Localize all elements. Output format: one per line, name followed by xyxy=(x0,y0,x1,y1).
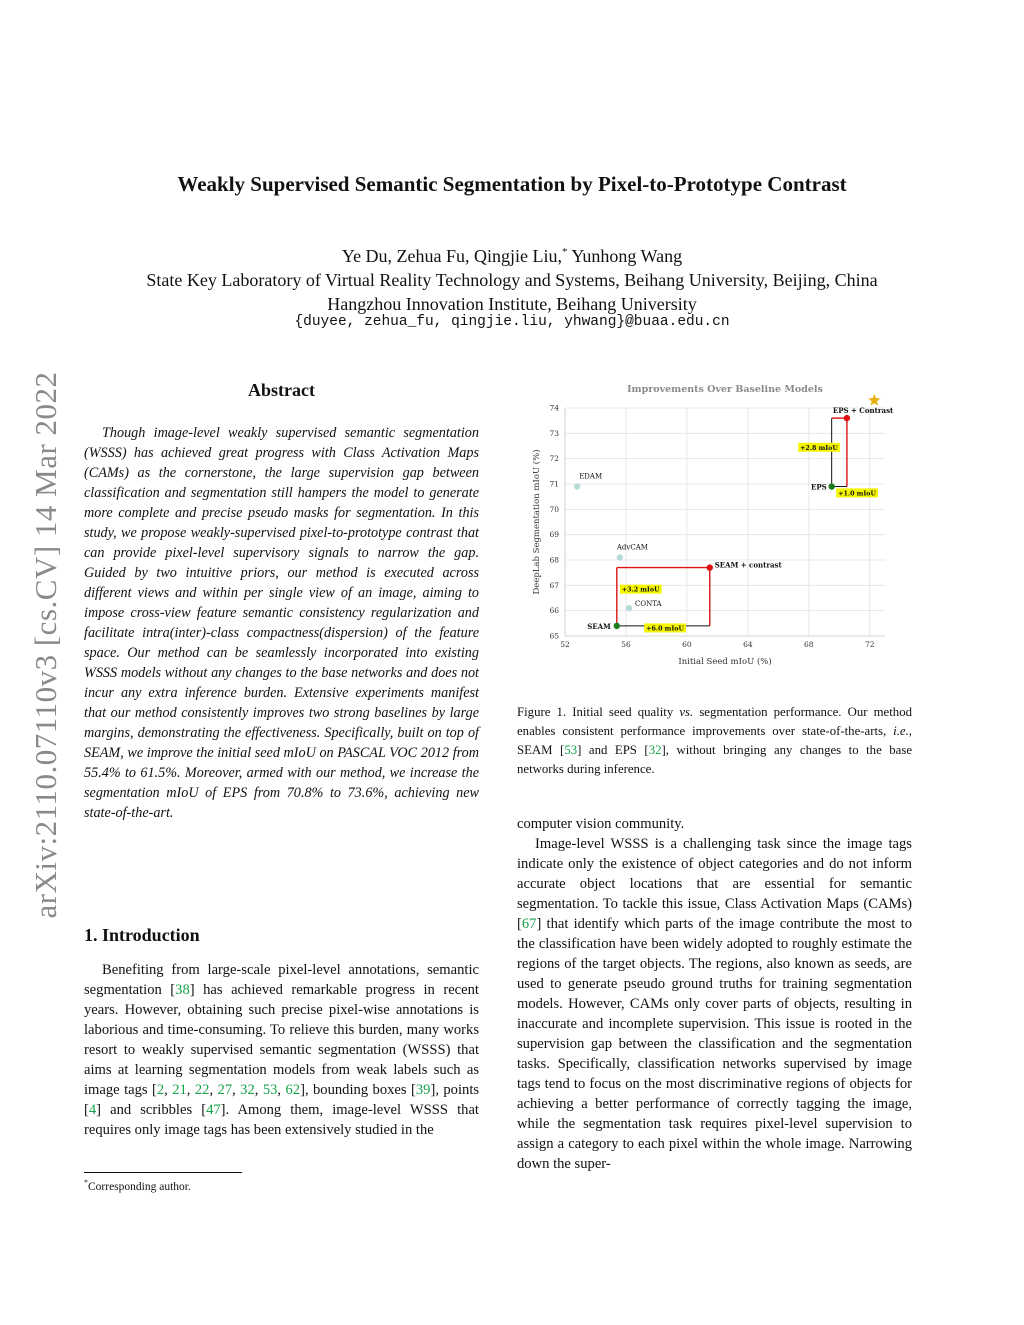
intro-text: ] has achieved remarkable progress in recent years. However, obtaining such precise pixel-wise annotations is laborious and time-consuming. To relieve this burden, many works resort to weakly supervised semantic segmentation (WSSS) that aims at learning segmentation models from weak labels such as image tags [ xyxy=(84,982,479,1098)
abstract-text: Though image-level weakly supervised semantic segmentation (WSSS) has achieved great progress with Class Activation Maps (CAMs) as the cornerstone, the large supervision gap between classification and segmentation still hampers the model to generate more complete and precise pseudo masks for segmentation. In this study, we propose weakly-supervised pixel-to-prototype contrast that can provide pixel-level supervisory signals to narrow the gap. Guided by two intuitive priors, our method is executed across different views and within per single view of an image, aiming to impose cross-view feature semantic consistency regularization and facilitate intra(inter)-class compactness(dispersion) of the feature space. Our method can be seamlessly incorporated into existing WSSS models without any changes to the base networks and does not incur any extra inference burden. Extensive experiments manifest that our method consistently improves two strong baselines by large margins, demonstrating the effectiveness. Specifically, built on top of SEAM, we improve the initial seed mIoU on PASCAL VOC 2012 from 55.4% to 61.5%. Moreover, armed with our method, we increase the segmentation mIoU of EPS from 70.8% to 73.6%, achieving new state-of-the-art. xyxy=(84,425,479,821)
data-point xyxy=(844,415,850,421)
footnote-rule xyxy=(84,1172,242,1173)
abstract-heading: Abstract xyxy=(248,380,315,400)
annotation-label: +6.0 mIoU xyxy=(646,625,684,633)
body-text: Image-level WSSS is a challenging task since the image tags indicate only the existence of object categories and do not inform accurate object locations that are essential for semantic segmentation. To tackle this issue, Class Activation Maps (CAMs) [ xyxy=(517,836,912,932)
intro-text: ], bounding boxes [ xyxy=(300,1082,416,1098)
right-column-body xyxy=(517,814,912,1174)
point-label: SEAM + contrast xyxy=(714,560,782,570)
intro-text: ], points [ xyxy=(84,1082,480,1118)
data-point xyxy=(574,483,580,489)
point-label: EDAM xyxy=(579,472,603,481)
data-point xyxy=(617,554,623,560)
data-point xyxy=(626,605,632,611)
y-tick-label: 70 xyxy=(549,504,559,514)
abstract-body xyxy=(84,423,479,823)
data-point xyxy=(828,483,834,489)
y-tick-label: 73 xyxy=(549,428,559,438)
chart-title: Improvements Over Baseline Models xyxy=(627,384,823,395)
y-tick-label: 72 xyxy=(549,454,559,464)
body-text: ] that identify which parts of the image contribute the most to the classification have been widely adopted to roughly estimate the regions of the target objects. The regions, also known as seeds, are used to generate pseudo ground truths for training segmentation models. However, CAMs only cover parts of objects, resulting in inaccurate and incomplete supervision. This issue is rooted in the supervision gap between the classification and the segmentation tasks. Specifically, classification networks supervised by image tags tend to focus on the most discriminative regions of objects for achieving a better performance of correctly tagging the image, while the segmentation task requires pixel-level supervision to assign a category to each pixel within the whole image. Narrowing down the super- xyxy=(517,916,912,1172)
intro-text: ]. Among them, image-level WSSS that requires only image tags has been extensively studied in the xyxy=(84,1102,479,1138)
y-tick-label: 65 xyxy=(549,631,559,641)
citation-link[interactable]: 21 xyxy=(172,1082,187,1098)
x-tick-label: 56 xyxy=(621,640,631,649)
x-tick-label: 60 xyxy=(682,640,692,649)
point-label: CONTA xyxy=(635,600,662,609)
paper-title: Weakly Supervised Semantic Segmentation by Pixel-to-Prototype Contrast xyxy=(177,172,847,196)
point-label: EPS xyxy=(811,482,827,492)
arxiv-id: arXiv:2110.07110v3 [cs.CV] 14 Mar 2022 xyxy=(28,371,63,919)
caption-text: Figure 1. Initial seed quality xyxy=(517,705,680,719)
citation-link[interactable]: 47 xyxy=(206,1102,221,1118)
citation-link[interactable]: 4 xyxy=(88,1102,97,1118)
figure-1-chart xyxy=(517,378,912,678)
y-axis-label: DeepLab Segmentation mIoU (%) xyxy=(532,449,542,595)
x-tick-label: 72 xyxy=(864,640,875,649)
citation-link[interactable]: 22 xyxy=(194,1082,210,1098)
y-tick-label: 69 xyxy=(549,530,559,540)
separator: , xyxy=(209,1082,218,1098)
intro-text: ] and scribbles [ xyxy=(96,1102,207,1118)
wsss-paragraph xyxy=(517,834,912,1174)
caption-text: ], without bringing any changes to the base networks during inference. xyxy=(517,743,912,776)
footnote-text: Corresponding author. xyxy=(88,1180,191,1193)
citation-link[interactable]: 32 xyxy=(240,1082,255,1098)
footnote-mark: * xyxy=(84,1178,88,1187)
data-point xyxy=(614,623,620,629)
citation-link[interactable]: 53 xyxy=(262,1082,278,1098)
separator: , xyxy=(164,1082,173,1098)
annotation-label: +3.2 mIoU xyxy=(621,586,660,594)
caption-text: segmentation performance. Our method enables consistent performance improvements over state-of-the-arts, xyxy=(517,705,912,738)
citation-link[interactable]: 32 xyxy=(648,743,662,757)
annotation-label: +2.8 mIoU xyxy=(800,444,838,452)
caption-italic: i.e. xyxy=(893,724,909,738)
point-label: SEAM xyxy=(587,621,611,631)
corresponding-mark: * xyxy=(562,246,568,258)
annotation-label: +1.0 mIoU xyxy=(838,490,876,498)
x-tick-label: 68 xyxy=(804,640,814,649)
point-label: AdvCAM xyxy=(616,543,648,552)
authors-tail: Yunhong Wang xyxy=(567,246,683,266)
author-block xyxy=(0,240,1024,316)
author-list xyxy=(0,240,1024,268)
citation-link[interactable]: 39 xyxy=(415,1082,431,1098)
x-tick-label: 52 xyxy=(560,640,570,649)
intro-paragraph xyxy=(84,960,479,1140)
authors-text: Ye Du, Zehua Fu, Qingjie Liu, xyxy=(341,246,563,266)
citation-link[interactable]: 2 xyxy=(156,1082,165,1098)
footnote xyxy=(84,1178,191,1193)
section-heading-introduction: 1. Introduction xyxy=(84,925,200,945)
y-tick-label: 74 xyxy=(549,403,559,413)
separator: , xyxy=(232,1082,241,1098)
separator: , xyxy=(254,1082,263,1098)
citation-link[interactable]: 38 xyxy=(175,982,190,998)
arxiv-sidebar-stamp xyxy=(28,345,64,945)
citation-link[interactable]: 62 xyxy=(285,1082,301,1098)
y-tick-label: 68 xyxy=(549,555,559,565)
point-label: EPS + Contrast xyxy=(832,406,894,416)
separator: , xyxy=(277,1082,286,1098)
intro-text: Benefiting from large-scale pixel-level annotations, semantic segmentation [ xyxy=(84,962,479,998)
citation-link[interactable]: 27 xyxy=(217,1082,233,1098)
caption-text: ] and EPS [ xyxy=(577,743,649,757)
affiliation-1: State Key Laboratory of Virtual Reality Technology and Systems, Beihang University, Beijing, China xyxy=(146,270,878,290)
figure-1-caption xyxy=(517,703,912,779)
separator: , xyxy=(186,1082,195,1098)
y-tick-label: 71 xyxy=(549,479,559,489)
caption-text: , SEAM [ xyxy=(517,724,912,757)
x-axis-label: Initial Seed mIoU (%) xyxy=(678,657,772,667)
x-tick-label: 64 xyxy=(743,640,753,649)
caption-italic: vs. xyxy=(679,705,694,719)
author-emails: {duyee, zehua_fu, qingjie.liu, yhwang}@buaa.edu.cn xyxy=(294,314,730,330)
star-icon xyxy=(868,394,880,406)
data-point xyxy=(707,564,713,570)
affiliation-2: Hangzhou Innovation Institute, Beihang University xyxy=(327,294,697,314)
citation-link[interactable]: 53 xyxy=(564,743,578,757)
continued-paragraph: computer vision community. xyxy=(517,816,685,832)
y-tick-label: 67 xyxy=(549,580,559,590)
citation-link[interactable]: 67 xyxy=(521,916,537,932)
y-tick-label: 66 xyxy=(549,606,559,616)
